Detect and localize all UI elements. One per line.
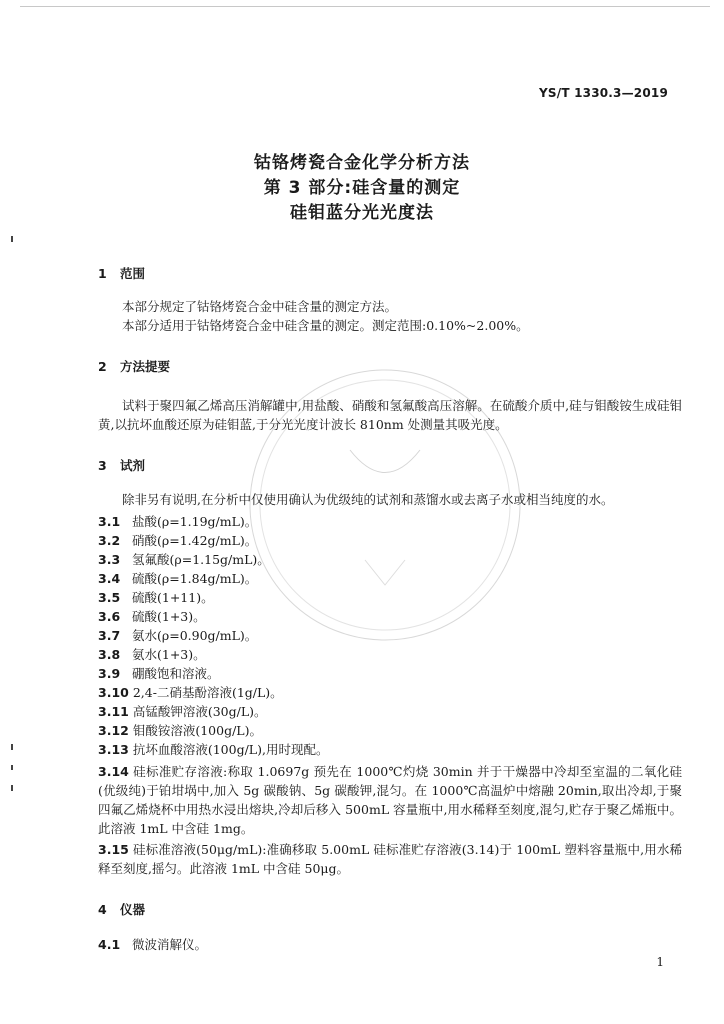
instrument-item: 4.1 微波消解仪。 <box>98 937 208 952</box>
reagent-item: 3.1 盐酸(ρ=1.19g/mL)。 <box>98 514 258 529</box>
doc-title-line3: 硅钼蓝分光光度法 <box>290 203 434 223</box>
section-heading-3 <box>98 456 145 474</box>
reagent-item: 3.10 2,4-二硝基酚溶液(1g/L)。 <box>98 685 283 700</box>
method-summary-paragraph: 试料于聚四氟乙烯高压消解罐中,用盐酸、硝酸和氢氟酸高压溶解。在硫酸介质中,硅与钼酸铵生成硅钼黄,以抗坏血酸还原为硅钼蓝,于分光光度计波长 810nm 处测量其吸光度。 <box>98 398 682 432</box>
section-title: 试剂 <box>120 458 146 473</box>
section-number: 3 <box>98 458 107 473</box>
section-heading-2 <box>98 357 170 375</box>
section-heading-4 <box>98 900 145 918</box>
scan-mark <box>11 236 13 242</box>
scan-mark <box>11 765 13 770</box>
scope-paragraph-2: 本部分适用于钴铬烤瓷合金中硅含量的测定。测定范围:0.10%~2.00%。 <box>122 318 529 333</box>
reagent-item: 3.11 高锰酸钾溶液(30g/L)。 <box>98 704 267 719</box>
reagent-item: 3.14 硅标准贮存溶液:称取 1.0697g 预先在 1000℃灼烧 30min 并于干燥器中冷却至室温的二氧化硅(优级纯)于铂坩埚中,加入 5g 碳酸钠、5g 碳酸钾,混匀。在 1000℃高温炉中熔融 20min,取出冷却,于聚四氟乙烯烧杯中用热水浸出熔块,冷却后移入 500mL 容量瓶中,用水稀释至刻度,混匀,贮存于聚乙烯瓶中。此溶液 1mL 中含硅 1mg。 <box>98 764 682 836</box>
reagent-item: 3.12 钼酸铵溶液(100g/L)。 <box>98 723 262 738</box>
reagent-item: 3.9 硼酸饱和溶液。 <box>98 666 220 681</box>
reagent-item: 3.15 硅标准溶液(50μg/mL):准确移取 5.00mL 硅标准贮存溶液(3.14)于 100mL 塑料容量瓶中,用水稀释至刻度,摇匀。此溶液 1mL 中含硅 50μg。 <box>98 842 682 876</box>
reagent-item: 3.8 氨水(1+3)。 <box>98 647 206 662</box>
standard-code: YS/T 1330.3—2019 <box>539 86 668 100</box>
section-title: 范围 <box>120 266 146 281</box>
section-title: 仪器 <box>120 902 146 917</box>
doc-title-line2: 第 3 部分:硅含量的测定 <box>263 178 461 198</box>
scan-mark <box>11 744 13 750</box>
section-number: 2 <box>98 359 107 374</box>
section-title: 方法提要 <box>120 359 171 374</box>
reagent-item: 3.3 氢氟酸(ρ=1.15g/mL)。 <box>98 552 270 567</box>
reagent-item: 3.4 硫酸(ρ=1.84g/mL)。 <box>98 571 258 586</box>
page-number: 1 <box>656 955 664 969</box>
reagent-item: 3.7 氨水(ρ=0.90g/mL)。 <box>98 628 258 643</box>
top-rule <box>20 6 710 7</box>
reagents-intro: 除非另有说明,在分析中仅使用确认为优级纯的试剂和蒸馏水或去离子水或相当纯度的水。 <box>122 492 614 507</box>
reagent-item: 3.5 硫酸(1+11)。 <box>98 590 214 605</box>
reagent-item: 3.6 硫酸(1+3)。 <box>98 609 206 624</box>
section-number: 1 <box>98 266 107 281</box>
reagent-item: 3.13 抗坏血酸溶液(100g/L),用时现配。 <box>98 742 329 757</box>
section-number: 4 <box>98 902 107 917</box>
section-heading-1 <box>98 264 145 282</box>
reagent-item: 3.2 硝酸(ρ=1.42g/mL)。 <box>98 533 258 548</box>
doc-title-line1: 钴铬烤瓷合金化学分析方法 <box>254 153 470 173</box>
scan-mark <box>11 785 13 791</box>
scope-paragraph-1: 本部分规定了钴铬烤瓷合金中硅含量的测定方法。 <box>122 299 398 314</box>
